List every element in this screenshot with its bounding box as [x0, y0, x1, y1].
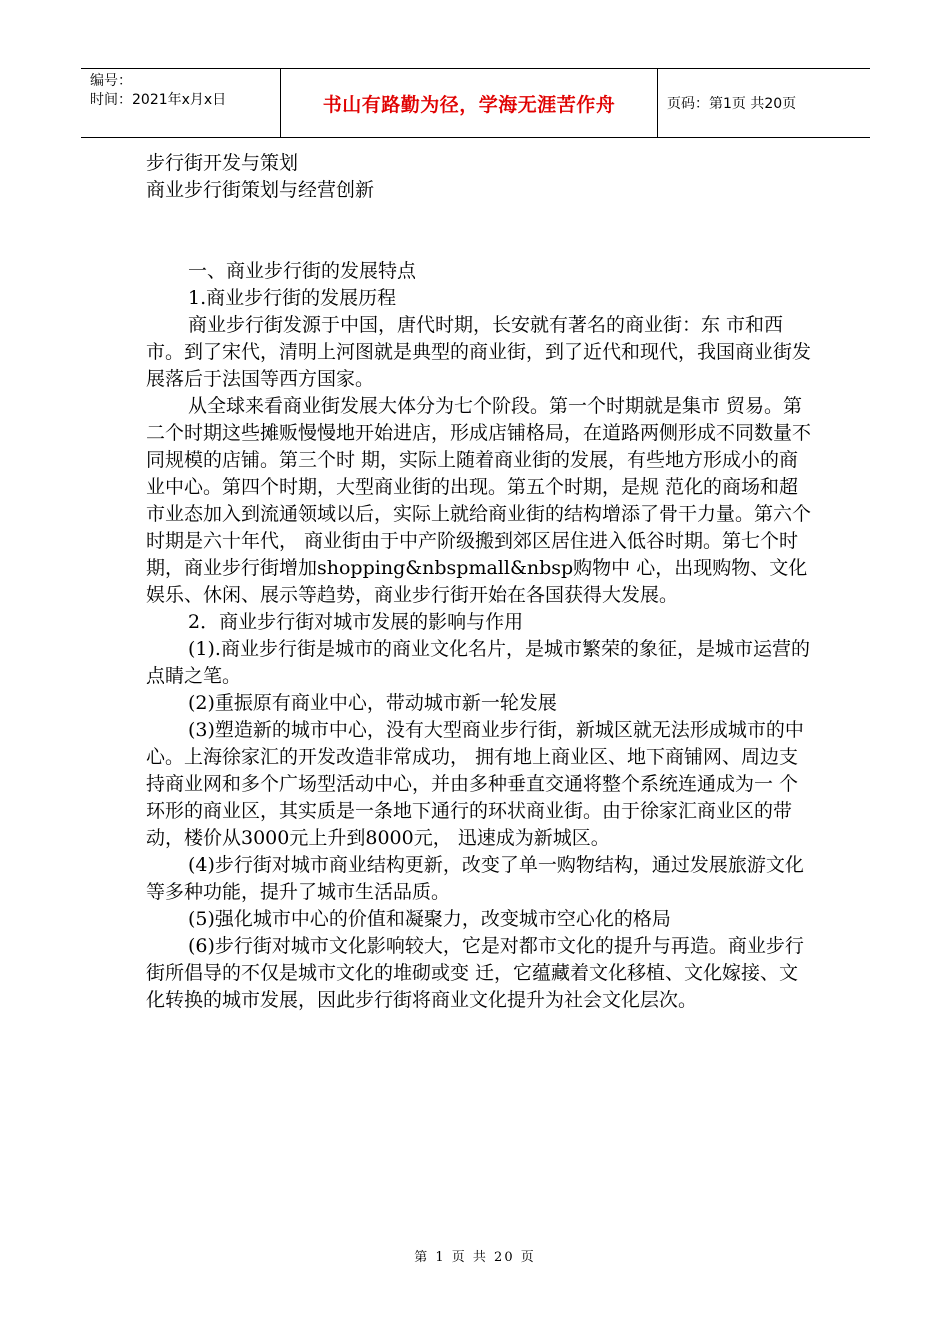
- list-item-5: (5)强化城市中心的价值和凝聚力，改变城市空心化的格局: [188, 908, 671, 930]
- header-page-cell: [658, 69, 870, 137]
- document-title: 步行街开发与策划: [146, 152, 299, 174]
- header-page-info: 页码：第1页 共20页: [667, 96, 797, 112]
- document-number-label: 编号：: [90, 73, 132, 89]
- header-motto-cell: [281, 69, 658, 137]
- page-header: [81, 68, 870, 138]
- section-heading: 一、商业步行街的发展特点: [188, 260, 417, 282]
- page-footer: 第 1 页 共 20 页: [414, 1250, 536, 1265]
- header-motto: 书山有路勤为径，学海无涯苦作舟: [322, 93, 616, 116]
- paragraph-origin: 商业步行街发源于中国，唐代时期，长安就有著名的商业街：东 市和西市。到了宋代，清明上河图就是典型的商业街，到了近代和现代，我国商业街发展落后于法国等西方国家。: [146, 314, 812, 390]
- list-item-4: (4)步行街对城市商业结构更新，改变了单一购物结构，通过发展旅游文化等多种功能，提升了城市生活品质。: [146, 854, 804, 903]
- document-date-label: 时间：2021年x月x日: [90, 92, 227, 108]
- document-body: [146, 150, 811, 1014]
- subsection-heading-impact: 2．商业步行街对城市发展的影响与作用: [188, 611, 524, 633]
- list-item-1: (1).商业步行街是城市的商业文化名片，是城市繁荣的象征，是城市运营的点睛之笔。: [146, 638, 810, 687]
- subsection-heading-history: 1.商业步行街的发展历程: [188, 287, 397, 309]
- list-item-2: (2)重振原有商业中心，带动城市新一轮发展: [188, 692, 557, 714]
- paragraph-seven-stages: 从全球来看商业街发展大体分为七个阶段。第一个时期就是集市 贸易。第二个时期这些摊贩慢慢地开始进店，形成店铺格局，在道路两侧形成不同数量不同规模的店铺。第三个时 期，实际上随着商业街的发展，有些地方形成小的商业中心。第四个时期，大型商业街的出现。第五个时期，是规 范化的商场和超市业态加入到流通领域以后，实际上就给商业街的结构增添了骨干力量。第六个时期是六十年代， 商业街由于中产阶级搬到郊区居住进入低谷时期。第七个时期，商业步行街增加shopping&nbspmall&nbsp购物中 心，出现购物、文化娱乐、休闲、展示等趋势，商业步行街开始在各国获得大发展。: [146, 395, 812, 606]
- header-left-cell: [81, 69, 281, 137]
- list-item-3: (3)塑造新的城市中心，没有大型商业步行街，新城区就无法形成城市的中心。上海徐家汇的开发改造非常成功， 拥有地上商业区、地下商铺网、周边支持商业网和多个广场型活动中心，并由多种垂直交通将整个系统连通成为一 个环形的商业区，其实质是一条地下通行的环状商业街。由于徐家汇商业区的带动，楼价从3000元上升到8000元， 迅速成为新城区。: [146, 719, 804, 849]
- document-subtitle: 商业步行街策划与经营创新: [146, 179, 375, 201]
- list-item-6: (6)步行街对城市文化影响较大，它是对都市文化的提升与再造。商业步行街所倡导的不仅是城市文化的堆砌或变 迁，它蕴藏着文化移植、文化嫁接、文化转换的城市发展，因此步行街将商业文化提升为社会文化层次。: [146, 935, 804, 1011]
